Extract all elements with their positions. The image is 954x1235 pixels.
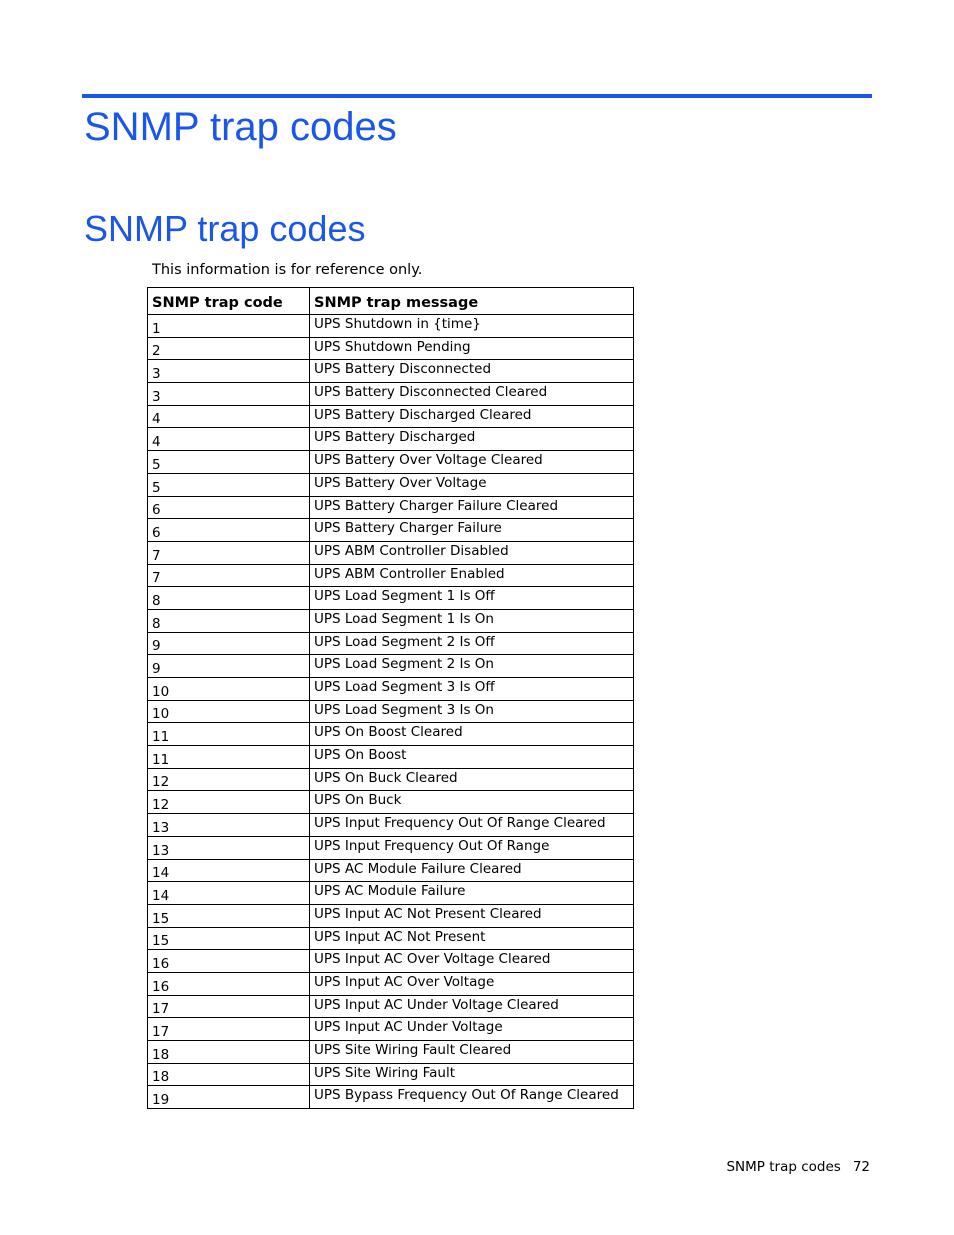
table-row xyxy=(148,972,634,995)
trap-message-cell: UPS Battery Charger Failure Cleared xyxy=(310,496,634,519)
trap-message-cell: UPS Site Wiring Fault Cleared xyxy=(310,1041,634,1064)
table-row xyxy=(148,655,634,678)
table-row xyxy=(148,541,634,564)
table-row xyxy=(148,1063,634,1086)
table-body xyxy=(148,315,634,1109)
table-row xyxy=(148,882,634,905)
trap-message-cell: UPS Battery Disconnected Cleared xyxy=(310,383,634,406)
trap-code-cell: 10 xyxy=(148,700,310,723)
table-row xyxy=(148,337,634,360)
trap-code-cell: 11 xyxy=(148,746,310,769)
trap-message-cell: UPS Load Segment 3 Is Off xyxy=(310,678,634,701)
trap-message-cell: UPS ABM Controller Disabled xyxy=(310,541,634,564)
trap-code-cell: 14 xyxy=(148,882,310,905)
intro-text: This information is for reference only. xyxy=(152,262,423,278)
trap-message-cell: UPS Bypass Frequency Out Of Range Cleared xyxy=(310,1086,634,1109)
footer-label: SNMP trap codes xyxy=(726,1159,841,1175)
table-row xyxy=(148,791,634,814)
trap-code-cell: 7 xyxy=(148,541,310,564)
trap-message-cell: UPS Input AC Over Voltage xyxy=(310,972,634,995)
trap-code-cell: 12 xyxy=(148,768,310,791)
trap-message-cell: UPS Site Wiring Fault xyxy=(310,1063,634,1086)
header-trap-code: SNMP trap code xyxy=(148,288,310,315)
trap-code-cell: 1 xyxy=(148,315,310,338)
trap-code-cell: 18 xyxy=(148,1063,310,1086)
trap-code-cell: 2 xyxy=(148,337,310,360)
trap-code-cell: 8 xyxy=(148,609,310,632)
trap-code-cell: 17 xyxy=(148,995,310,1018)
trap-message-cell: UPS Load Segment 1 Is Off xyxy=(310,587,634,610)
trap-code-cell: 5 xyxy=(148,473,310,496)
trap-code-cell: 19 xyxy=(148,1086,310,1109)
trap-message-cell: UPS Input Frequency Out Of Range Cleared xyxy=(310,814,634,837)
trap-message-cell: UPS Load Segment 1 Is On xyxy=(310,609,634,632)
trap-message-cell: UPS On Boost xyxy=(310,746,634,769)
trap-code-cell: 16 xyxy=(148,950,310,973)
trap-message-cell: UPS Load Segment 2 Is Off xyxy=(310,632,634,655)
trap-code-cell: 15 xyxy=(148,904,310,927)
table-row xyxy=(148,1086,634,1109)
table-row xyxy=(148,587,634,610)
trap-code-cell: 8 xyxy=(148,587,310,610)
table-row xyxy=(148,496,634,519)
page-footer xyxy=(726,1158,870,1176)
trap-code-cell: 13 xyxy=(148,836,310,859)
trap-message-cell: UPS Input AC Not Present xyxy=(310,927,634,950)
trap-code-cell: 12 xyxy=(148,791,310,814)
trap-code-cell: 6 xyxy=(148,519,310,542)
trap-code-cell: 5 xyxy=(148,451,310,474)
table-row xyxy=(148,723,634,746)
trap-code-cell: 4 xyxy=(148,405,310,428)
trap-code-cell: 13 xyxy=(148,814,310,837)
table-row xyxy=(148,473,634,496)
table-row xyxy=(148,814,634,837)
trap-code-cell: 17 xyxy=(148,1018,310,1041)
trap-code-cell: 9 xyxy=(148,655,310,678)
trap-code-cell: 11 xyxy=(148,723,310,746)
trap-code-cell: 10 xyxy=(148,678,310,701)
trap-message-cell: UPS On Buck Cleared xyxy=(310,768,634,791)
table-row xyxy=(148,519,634,542)
section-title: SNMP trap codes xyxy=(84,208,366,249)
header-trap-message: SNMP trap message xyxy=(310,288,634,315)
trap-code-cell: 16 xyxy=(148,972,310,995)
chapter-rule xyxy=(82,94,872,98)
trap-message-cell: UPS Load Segment 2 Is On xyxy=(310,655,634,678)
trap-message-cell: UPS Load Segment 3 Is On xyxy=(310,700,634,723)
trap-message-cell: UPS Input AC Under Voltage Cleared xyxy=(310,995,634,1018)
trap-code-cell: 3 xyxy=(148,383,310,406)
trap-message-cell: UPS Battery Discharged xyxy=(310,428,634,451)
table-row xyxy=(148,768,634,791)
table-row xyxy=(148,995,634,1018)
trap-message-cell: UPS Battery Charger Failure xyxy=(310,519,634,542)
trap-message-cell: UPS Input Frequency Out Of Range xyxy=(310,836,634,859)
table-row xyxy=(148,700,634,723)
trap-message-cell: UPS Battery Over Voltage xyxy=(310,473,634,496)
table-row xyxy=(148,904,634,927)
table-row xyxy=(148,678,634,701)
trap-message-cell: UPS On Boost Cleared xyxy=(310,723,634,746)
trap-code-cell: 7 xyxy=(148,564,310,587)
trap-message-cell: UPS On Buck xyxy=(310,791,634,814)
trap-code-cell: 9 xyxy=(148,632,310,655)
table-row xyxy=(148,315,634,338)
table-row xyxy=(148,451,634,474)
trap-message-cell: UPS Shutdown in {time} xyxy=(310,315,634,338)
trap-message-cell: UPS Input AC Under Voltage xyxy=(310,1018,634,1041)
table-row xyxy=(148,383,634,406)
chapter-title: SNMP trap codes xyxy=(84,105,397,149)
table-row xyxy=(148,360,634,383)
trap-message-cell: UPS Shutdown Pending xyxy=(310,337,634,360)
trap-code-cell: 4 xyxy=(148,428,310,451)
table-row xyxy=(148,836,634,859)
table-row xyxy=(148,632,634,655)
snmp-trap-table xyxy=(147,287,634,1109)
trap-message-cell: UPS Battery Disconnected xyxy=(310,360,634,383)
trap-code-cell: 3 xyxy=(148,360,310,383)
table-row xyxy=(148,859,634,882)
trap-code-cell: 15 xyxy=(148,927,310,950)
trap-message-cell: UPS AC Module Failure xyxy=(310,882,634,905)
table-header-row xyxy=(148,288,634,315)
trap-message-cell: UPS Input AC Over Voltage Cleared xyxy=(310,950,634,973)
trap-message-cell: UPS Battery Over Voltage Cleared xyxy=(310,451,634,474)
table-row xyxy=(148,950,634,973)
table-row xyxy=(148,1041,634,1064)
table-row xyxy=(148,1018,634,1041)
page-number: 72 xyxy=(852,1159,870,1175)
table-row xyxy=(148,428,634,451)
table-row xyxy=(148,405,634,428)
trap-message-cell: UPS AC Module Failure Cleared xyxy=(310,859,634,882)
table-row xyxy=(148,927,634,950)
trap-code-cell: 18 xyxy=(148,1041,310,1064)
trap-code-cell: 14 xyxy=(148,859,310,882)
table-row xyxy=(148,746,634,769)
table-row xyxy=(148,609,634,632)
trap-code-cell: 6 xyxy=(148,496,310,519)
trap-message-cell: UPS ABM Controller Enabled xyxy=(310,564,634,587)
trap-message-cell: UPS Input AC Not Present Cleared xyxy=(310,904,634,927)
trap-message-cell: UPS Battery Discharged Cleared xyxy=(310,405,634,428)
table-row xyxy=(148,564,634,587)
